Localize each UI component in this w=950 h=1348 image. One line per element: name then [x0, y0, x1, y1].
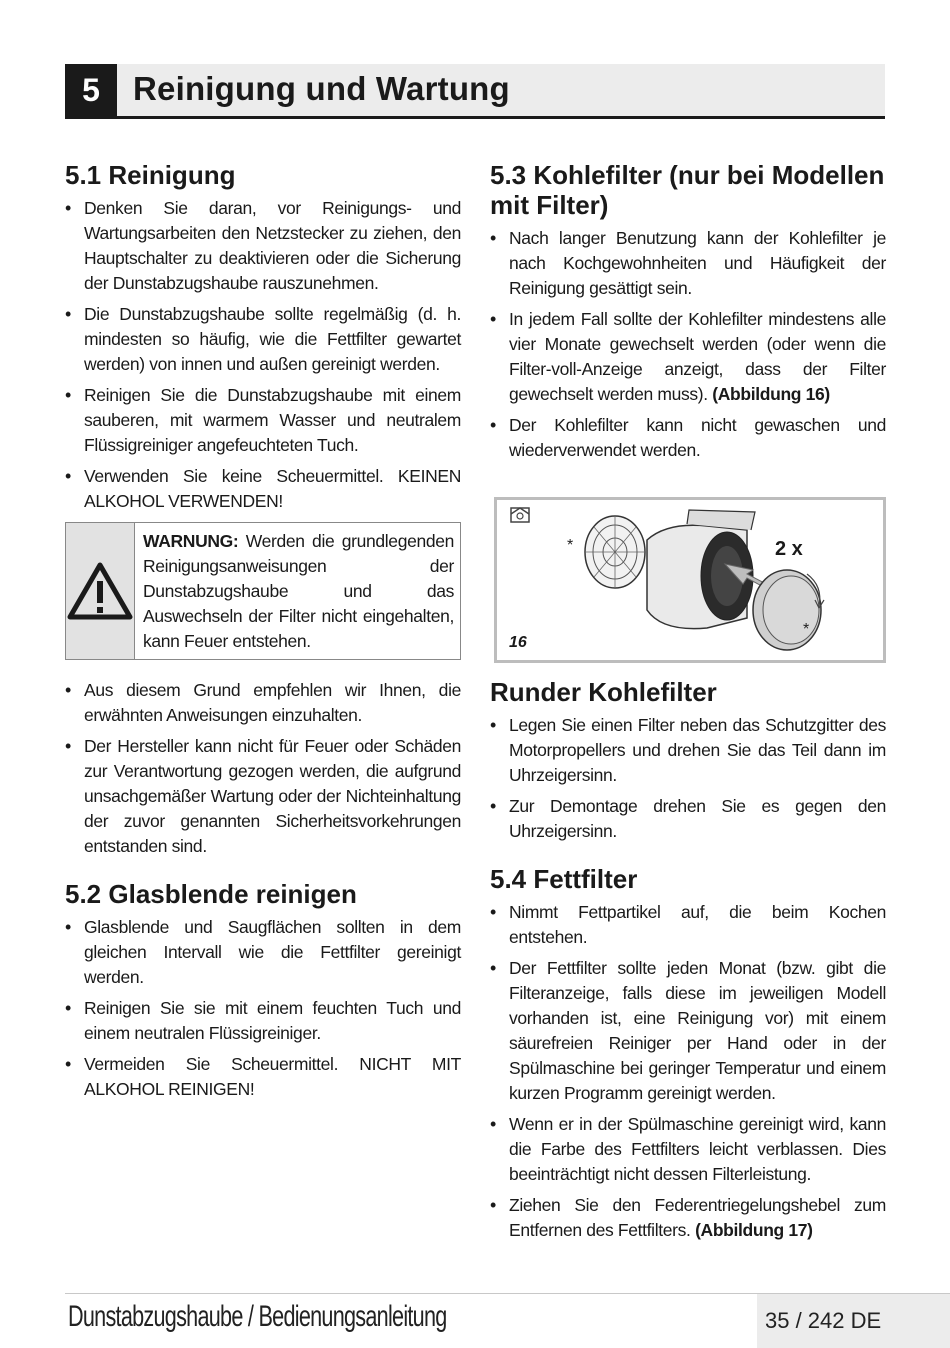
list-item: • Reinigen Sie sie mit einem feuchten Tuch und einem neutralen Flüssigreiniger. — [65, 996, 461, 1046]
section-5-1-list — [65, 196, 461, 514]
left-column — [65, 160, 461, 1108]
warning-text — [135, 523, 460, 659]
figure-number: 16 — [509, 634, 527, 651]
list-item: • Vermeiden Sie Scheuermittel. NICHT MIT ALKOHOL REINIGEN! — [65, 1052, 461, 1102]
list-item — [490, 1193, 886, 1243]
section-5-1-title: 5.1 Reinigung — [65, 160, 236, 190]
chapter-title: Reinigung und Wartung — [133, 70, 510, 107]
warning-label: WARNUNG: — [143, 531, 239, 551]
list-item: • Zur Demontage drehen Sie es gegen den Uhrzeigersinn. — [490, 794, 886, 844]
section-5-4-title: 5.4 Fettfilter — [490, 864, 638, 894]
list-item: • Der Fettfilter sollte jeden Monat (bzw. gibt die Filteranzeige, falls diese im jeweiligen Modell vorhanden ist, eine Reinigung vor) mit einem säurefreien Reiniger per Hand oder in der Spülmaschine bei geringer Temperatur und einem kurzen Programm gereinigt werden. — [490, 956, 886, 1106]
list-item — [490, 307, 886, 407]
chapter-header — [65, 64, 885, 119]
list-item: • Legen Sie einen Filter neben das Schutzgitter des Motorpropellers und drehen Sie das Teil dann im Uhrzeigersinn. — [490, 713, 886, 788]
carbon-filter-illustration — [497, 500, 883, 660]
figure-16 — [494, 497, 886, 663]
after-warning-list — [65, 678, 461, 859]
right-column — [490, 160, 886, 1249]
footer-title: Dunstabzugshaube / Bedienungsanleitung — [68, 1300, 447, 1333]
list-item-text: In jedem Fall sollte der Kohlefilter mindestens alle vier Monate gewechselt werden (oder wenn die Filter-voll-Anzeige anzeigt, dass der Filter gewechselt werden muss). — [509, 309, 886, 404]
hood-icon — [511, 508, 529, 522]
list-item: • Glasblende und Saugflächen sollten in dem gleichen Intervall wie die Fettfilter gereinigt werden. — [65, 915, 461, 990]
list-item: • Nach langer Benutzung kann der Kohlefilter je nach Kochgewohnheiten und Häufigkeit der Reinigung gesättigt sein. — [490, 226, 886, 301]
list-item: • Denken Sie daran, vor Reinigungs- und Wartungsarbeiten den Netzstecker zu ziehen, den Hauptschalter zu deaktivieren oder die Sicherung der Dunstabzugshaube rauszunehmen. — [65, 196, 461, 296]
figure-reference: (Abbildung 17) — [695, 1220, 813, 1240]
warning-icon-cell — [66, 523, 135, 659]
figure-count-label: 2 x — [775, 538, 803, 560]
list-item: • Nimmt Fettpartikel auf, die beim Kochen entstehen. — [490, 900, 886, 950]
list-item: • Wenn er in der Spülmaschine gereinigt wird, kann die Farbe des Fettfilters leicht verblassen. Dies beeinträchtigt nicht dessen Filterleistung. — [490, 1112, 886, 1187]
section-5-2-list — [65, 915, 461, 1102]
asterisk-left: * — [567, 537, 574, 554]
motor-grille — [585, 516, 645, 588]
round-filter-title: Runder Kohlefilter — [490, 677, 717, 707]
list-item: • Der Kohlefilter kann nicht gewaschen und wiederverwendet werden. — [490, 413, 886, 463]
section-5-4-list — [490, 900, 886, 1243]
section-5-2-title: 5.2 Glasblende reinigen — [65, 879, 357, 909]
section-5-3-title: 5.3 Kohlefilter (nur bei Modellen mit Filter) — [490, 160, 885, 220]
list-item: • Der Hersteller kann nicht für Feuer oder Schäden zur Verantwortung gezogen werden, die aufgrund unsachgemäßer Wartung oder der Nichteinhaltung der zuvor genannten Sicherheitsvorkehrungen entstanden sind. — [65, 734, 461, 859]
list-item: • Reinigen Sie die Dunstabzugshaube mit einem sauberen, mit warmem Wasser und neutralem Flüssigreiniger angefeuchteten Tuch. — [65, 383, 461, 458]
chapter-number: 5 — [65, 64, 117, 116]
warning-triangle-icon — [66, 561, 134, 621]
figure-reference: (Abbildung 16) — [712, 384, 830, 404]
list-item: • Verwenden Sie keine Scheuermittel. KEINEN ALKOHOL VERWENDEN! — [65, 464, 461, 514]
list-item-text: Ziehen Sie den Federentriegelungshebel zum Entfernen des Fettfilters. — [509, 1195, 886, 1240]
round-carbon-filter — [753, 570, 824, 650]
round-filter-list — [490, 713, 886, 844]
page-number: 35 / 242 DE — [765, 1308, 882, 1333]
asterisk-right: * — [803, 621, 810, 638]
list-item: • Die Dunstabzugshaube sollte regelmäßig (d. h. mindesten so häufig, wie die Fettfilter gewartet werden) von innen und außen gereinigt werden. — [65, 302, 461, 377]
list-item: • Aus diesem Grund empfehlen wir Ihnen, die erwähnten Anweisungen einzuhalten. — [65, 678, 461, 728]
warning-message: Werden die grundlegenden Reinigungsanweisungen der Dunstabzugshaube und das Auswechseln der Filter nicht eingehalten, kann Feuer entstehen. — [143, 531, 454, 651]
warning-box — [65, 522, 461, 660]
section-5-3-list — [490, 226, 886, 463]
